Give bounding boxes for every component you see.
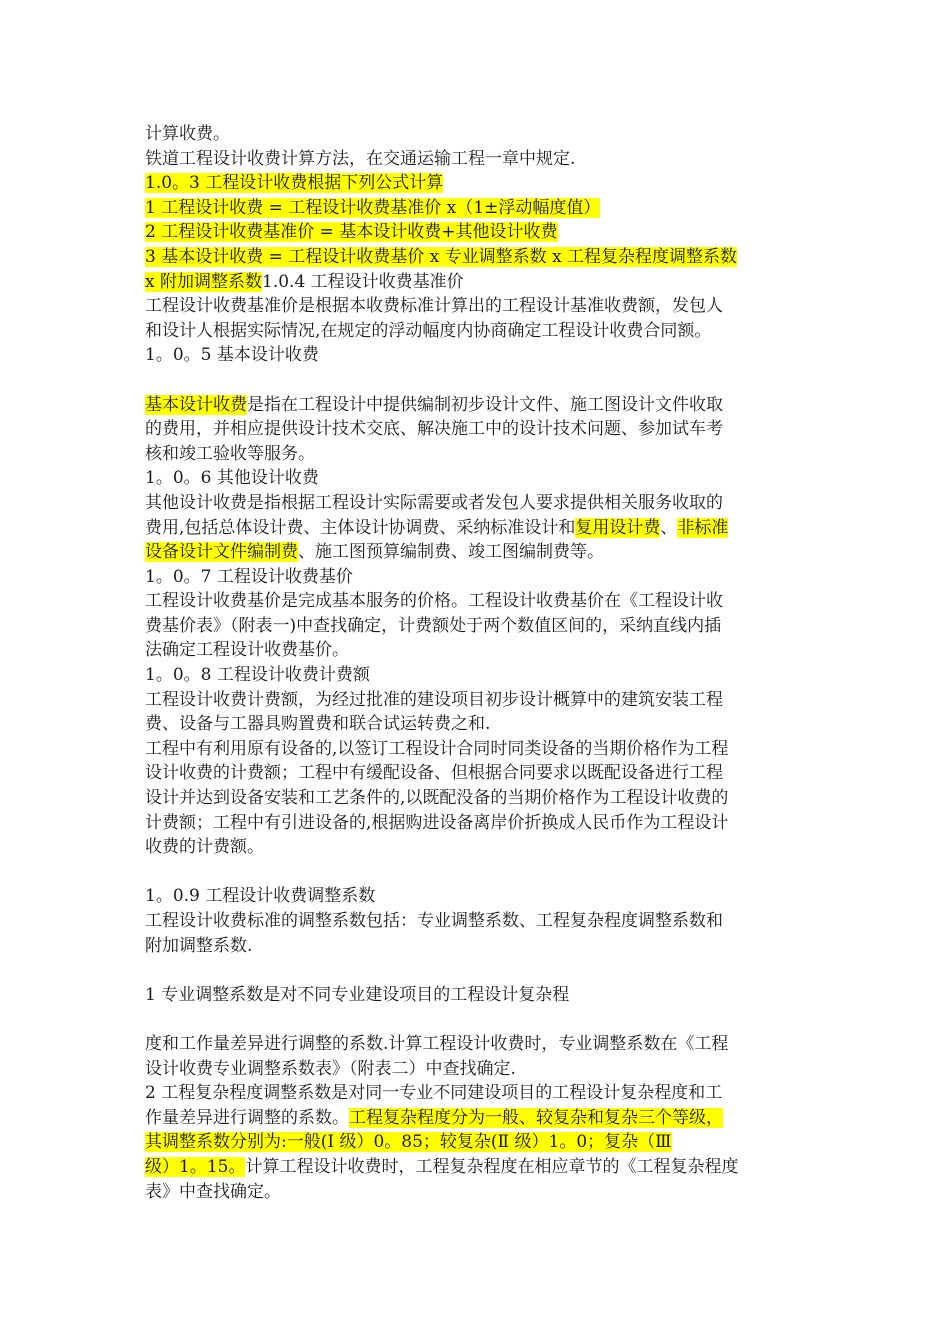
- highlighted-text: 级）1。15。: [145, 1156, 246, 1177]
- text-line: [145, 466, 810, 491]
- text-line: [145, 1057, 810, 1082]
- text-line: [145, 909, 810, 934]
- paragraph: [145, 122, 810, 147]
- text-run: 铁道工程设计收费计算方法，在交通运输工程一章中规定.: [145, 148, 576, 169]
- text-run: 表》中查找确定。: [145, 1181, 281, 1202]
- text-line: [145, 860, 810, 885]
- text-line: [145, 171, 810, 196]
- highlighted-text: 1 工程设计收费 = 工程设计收费基准价 x（1±浮动幅度值）: [145, 197, 601, 218]
- paragraph: [145, 294, 810, 343]
- text-line: [145, 1130, 810, 1155]
- paragraph: [145, 589, 810, 663]
- text-line: [145, 393, 810, 418]
- text-run: 设计收费专业调整系数表》（附表二）中查找确定.: [145, 1058, 516, 1079]
- highlighted-text: 工程复杂程度分为一般、较复杂和复杂三个等级，: [349, 1107, 723, 1128]
- text-line: [145, 270, 810, 295]
- blank-line: [145, 958, 810, 983]
- paragraph: [145, 1032, 810, 1081]
- text-line: [145, 811, 810, 836]
- text-run: 附加调整系数.: [145, 935, 253, 956]
- section-heading: [145, 343, 810, 368]
- text-line: [145, 614, 810, 639]
- text-line: [145, 884, 810, 909]
- text-run: 1。0。8 工程设计收费计费额: [145, 665, 370, 686]
- text-line: [145, 491, 810, 516]
- text-line: [145, 540, 810, 565]
- text-line: [145, 417, 810, 442]
- text-run: 1。0。7 工程设计收费基价: [145, 566, 353, 587]
- text-run: 计费额；工程中有引进设备的,根据购进设备离岸价折换成人民币作为工程设计: [145, 812, 729, 833]
- text-run: 作量差异进行调整的系数。: [145, 1107, 349, 1128]
- paragraph: [145, 220, 810, 245]
- text-run: 工程设计收费基准价是根据本收费标准计算出的工程设计基准收费额，发包人: [145, 296, 723, 317]
- text-line: [145, 589, 810, 614]
- highlighted-text: 非标准: [677, 517, 729, 538]
- paragraph: [145, 393, 810, 467]
- text-run: 费用,包括总体设计费、主体设计协调费、采纳标准设计和: [145, 517, 576, 538]
- text-line: [145, 220, 810, 245]
- text-run: 度和工作量差异进行调整的系数.计算工程设计收费时，专业调整系数在《工程: [145, 1033, 729, 1054]
- highlighted-text: 其调整系数分别为:一般(Ⅰ 级）0。85；较复杂(Ⅱ 级）1。0；复杂（Ⅲ: [145, 1132, 672, 1153]
- text-run: 工程设计收费标准的调整系数包括：专业调整系数、工程复杂程度调整系数和: [145, 911, 723, 931]
- text-run: 费基价表》（附表一)中查找确定，计费额处于两个数值区间的，采纳直线内插: [145, 615, 722, 636]
- text-run: 和设计人根据实际情况,在规定的浮动幅度内协商确定工程设计收费合同额。: [145, 320, 712, 341]
- text-run: 的费用，并相应提供设计技术交底、解决施工中的设计技术问题、参加试车考: [145, 419, 723, 440]
- text-line: [145, 1155, 810, 1180]
- highlighted-text: 复用设计费: [575, 517, 661, 538]
- highlighted-text: 基本设计收费: [145, 394, 247, 415]
- blank-line: [145, 860, 810, 885]
- blank-line: [145, 368, 810, 393]
- text-line: [145, 934, 810, 959]
- paragraph: [145, 196, 810, 221]
- text-line: [145, 737, 810, 762]
- text-line: [145, 196, 810, 221]
- text-line: [145, 147, 810, 172]
- text-line: [145, 1106, 810, 1131]
- section-heading: [145, 466, 810, 491]
- text-run: 1。0.9 工程设计收费调整系数: [145, 886, 376, 907]
- paragraph: [145, 983, 810, 1008]
- text-run: 1.0.4 工程设计收费基准价: [262, 271, 464, 292]
- highlighted-text: 设备设计文件编制费: [145, 542, 298, 563]
- text-line: [145, 343, 810, 368]
- text-run: 2 工程复杂程度调整系数是对同一专业不同建设项目的工程设计复杂程度和工: [145, 1083, 723, 1104]
- text-line: [145, 1180, 810, 1205]
- text-line: [145, 442, 810, 467]
- paragraph: [145, 737, 810, 860]
- text-run: 1 专业调整系数是对不同专业建设项目的工程设计复杂程: [145, 984, 570, 1005]
- section-heading: [145, 171, 810, 196]
- highlighted-text: 2 工程设计收费基准价 = 基本设计收费+其他设计收费: [145, 222, 558, 243]
- text-run: 设计并达到设备安装和工艺条件的,以既配没备的当期价格作为工程设计收费的: [145, 788, 729, 809]
- paragraph: [145, 1081, 810, 1204]
- text-line: [145, 712, 810, 737]
- text-run: 法确定工程设计收费基价。: [145, 640, 349, 661]
- document-body: [145, 122, 810, 1204]
- text-line: [145, 786, 810, 811]
- text-run: 1。0。6 其他设计收费: [145, 468, 319, 489]
- text-run: 1。0。5 基本设计收费: [145, 345, 319, 366]
- text-line: [145, 245, 810, 270]
- paragraph: [145, 245, 810, 294]
- text-line: [145, 294, 810, 319]
- text-run: 、: [660, 517, 678, 538]
- text-line: [145, 1081, 810, 1106]
- text-run: 设计收费的计费额；工程中有缓配设备、但根据合同要求以既配设备进行工程: [145, 763, 723, 784]
- text-run: 计算收费。: [145, 124, 230, 144]
- paragraph: [145, 909, 810, 958]
- text-line: [145, 565, 810, 590]
- text-run: 计算工程设计收费时，工程复杂程度在相应章节的《工程复杂程度: [245, 1156, 739, 1177]
- section-heading: [145, 884, 810, 909]
- text-line: [145, 958, 810, 983]
- text-line: [145, 835, 810, 860]
- highlighted-text: x 附加调整系数: [145, 271, 262, 292]
- text-line: [145, 638, 810, 663]
- text-line: [145, 516, 810, 541]
- text-run: 核和竣工验收等服务。: [145, 443, 315, 464]
- text-line: [145, 663, 810, 688]
- text-line: [145, 983, 810, 1008]
- text-run: 、施工图预算编制费、竣工图编制费等。: [298, 542, 604, 563]
- text-line: [145, 688, 810, 713]
- text-run: 是指在工程设计中提供编制初步设计文件、施工图设计文件收取: [247, 394, 723, 415]
- section-heading: [145, 565, 810, 590]
- paragraph: [145, 147, 810, 172]
- text-run: 其他设计收费是指根据工程设计实际需要或者发包人要求提供相关服务收取的: [145, 492, 723, 513]
- text-run: 工程中有利用原有设备的,以签订工程设计合同时同类设备的当期价格作为工程: [145, 738, 729, 759]
- text-run: 收费的计费额。: [145, 837, 264, 858]
- blank-line: [145, 1007, 810, 1032]
- text-line: [145, 122, 810, 147]
- text-line: [145, 1032, 810, 1057]
- text-line: [145, 1007, 810, 1032]
- text-run: 费、设备与工器具购置费和联合试运转费之和.: [145, 714, 491, 735]
- paragraph: [145, 491, 810, 565]
- text-run: 工程设计收费基价是完成基本服务的价格。工程设计收费基价在《工程设计收: [145, 591, 723, 612]
- text-line: [145, 319, 810, 344]
- section-heading: [145, 663, 810, 688]
- text-line: [145, 368, 810, 393]
- paragraph: [145, 688, 810, 737]
- text-line: [145, 761, 810, 786]
- highlighted-text: 1.0。3 工程设计收费根据下列公式计算: [145, 173, 444, 194]
- text-run: 工程设计收费计费额，为经过批准的建设项目初步设计概算中的建筑安装工程: [145, 689, 723, 710]
- highlighted-text: 3 基本设计收费 = 工程设计收费基价 x 专业调整系数 x 工程复杂程度调整系数: [145, 246, 738, 267]
